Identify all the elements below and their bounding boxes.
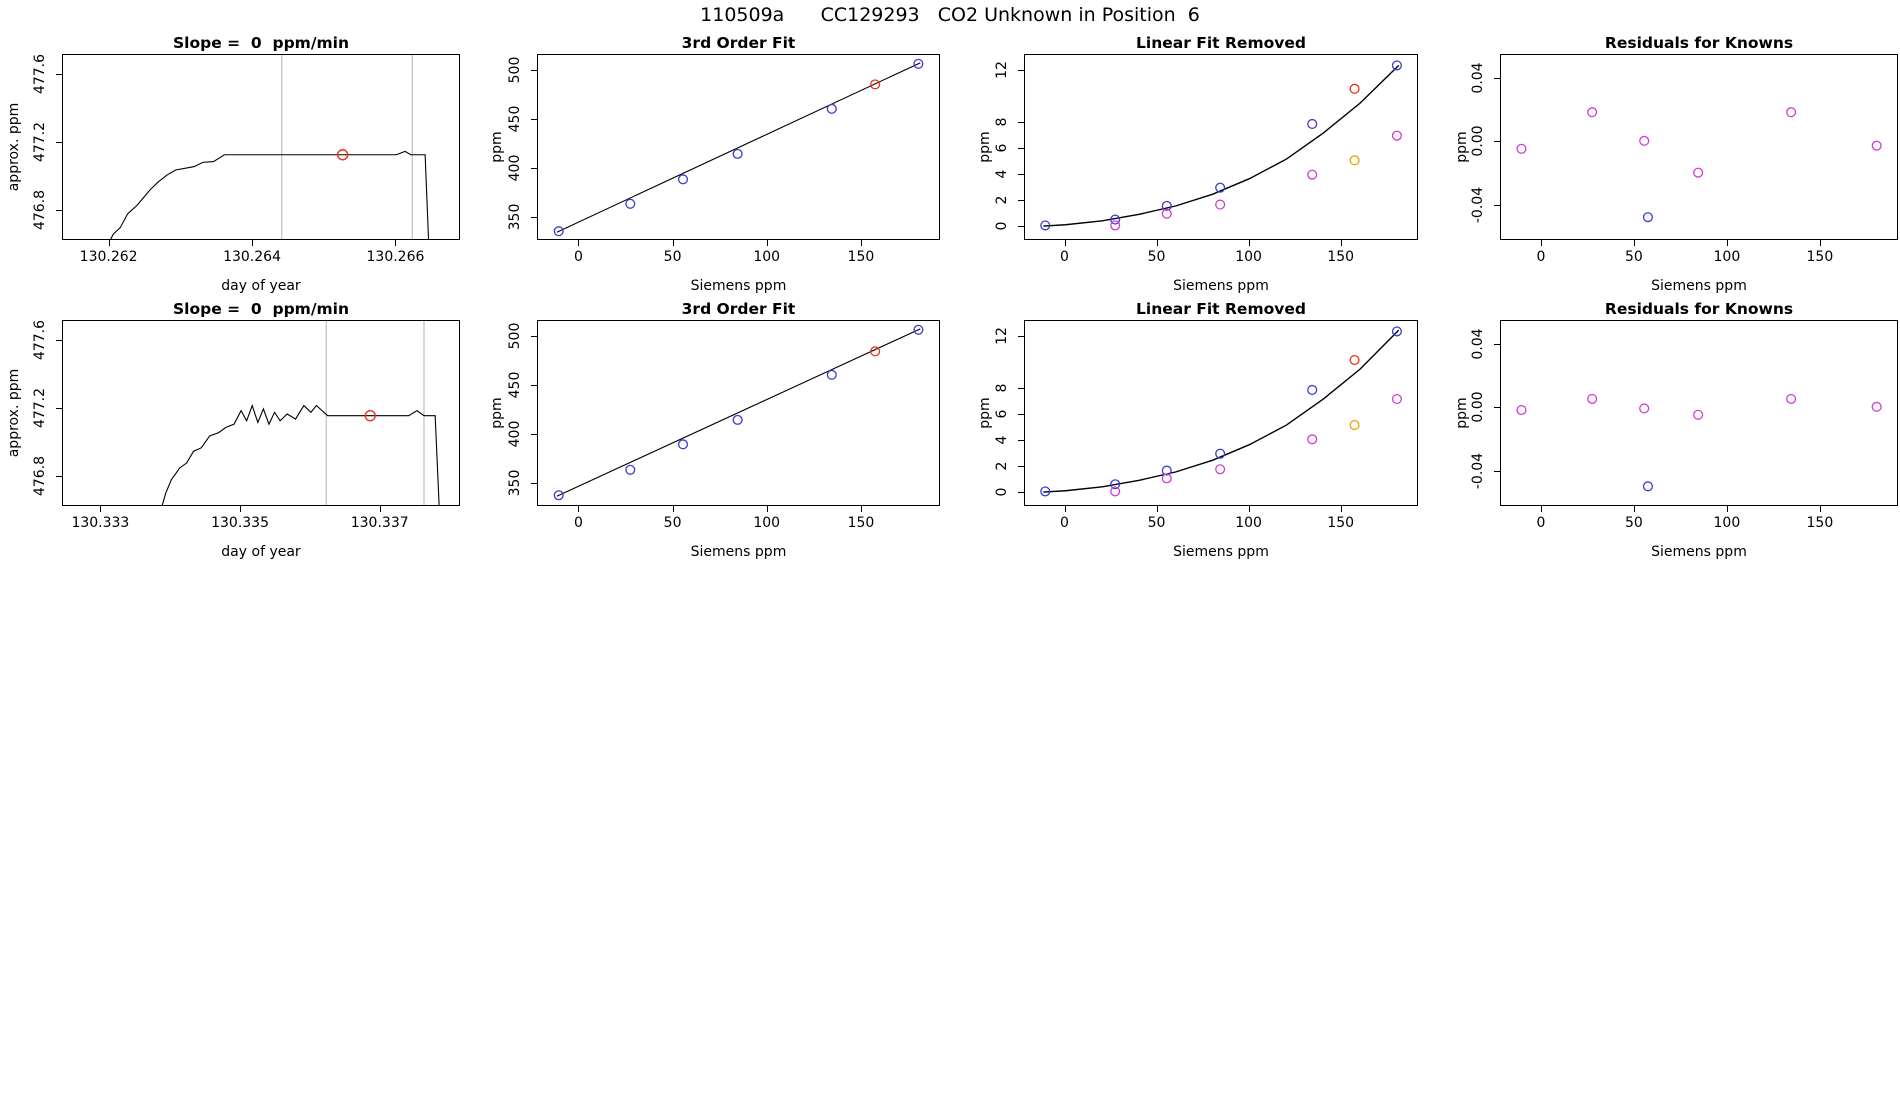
chart-title-row2-linear-removed: Linear Fit Removed xyxy=(1136,300,1306,318)
x-tick-label: 50 xyxy=(663,515,682,531)
y-tick-label: 0.04 xyxy=(1470,328,1486,360)
x-tickmark xyxy=(1541,506,1542,512)
x-tick-label: 50 xyxy=(1624,515,1643,531)
chart-title-row1-linear-removed: Linear Fit Removed xyxy=(1136,34,1306,52)
x-tick-label: 50 xyxy=(1147,249,1166,265)
x-tick-label: 50 xyxy=(663,249,682,265)
x-tick-label: 0 xyxy=(573,515,583,531)
x-tickmark xyxy=(1727,506,1728,512)
y-tick-label: 6 xyxy=(994,143,1010,153)
x-tick-label: 150 xyxy=(1327,515,1355,531)
x-axis-label: Siemens ppm xyxy=(1173,544,1269,560)
y-axis-label: ppm xyxy=(489,131,505,163)
x-axis-label: day of year xyxy=(221,544,301,560)
x-tickmark xyxy=(1820,506,1821,512)
y-tick-label: 0 xyxy=(994,221,1010,231)
y-tick-label: 477.6 xyxy=(32,54,48,95)
x-tick-label: 100 xyxy=(753,515,781,531)
y-tick-label: 12 xyxy=(994,326,1010,345)
x-tick-label: 100 xyxy=(1713,515,1741,531)
x-tick-label: 0 xyxy=(1060,515,1069,531)
x-tick-label: 0 xyxy=(1536,249,1546,265)
y-tick-label: 477.2 xyxy=(32,121,48,162)
x-tick-label: 0 xyxy=(1536,515,1546,531)
x-tick-label: 150 xyxy=(847,515,875,531)
y-axis-label: approx. ppm xyxy=(6,102,22,192)
y-tickmark xyxy=(1494,344,1500,345)
x-tick-label: 130.337 xyxy=(350,515,409,531)
y-tick-label: 450 xyxy=(507,105,523,132)
y-axis-label: ppm xyxy=(489,397,505,429)
chart-title-row2-slope: Slope = 0 ppm/min xyxy=(173,300,349,318)
y-tick-label: 350 xyxy=(507,469,523,496)
x-axis-label: Siemens ppm xyxy=(1651,544,1747,560)
y-tick-label: 4 xyxy=(994,169,1010,179)
y-tick-label: 350 xyxy=(507,203,523,230)
y-tick-label: 500 xyxy=(507,56,523,84)
y-tick-label: 0.00 xyxy=(1470,391,1486,424)
x-tick-label: 150 xyxy=(1327,249,1355,265)
x-axis-label: day of year xyxy=(221,278,301,294)
plot-area-row2-residuals xyxy=(1500,320,1898,506)
y-tickmark xyxy=(1494,407,1500,408)
y-tick-label: 500 xyxy=(507,322,523,350)
x-tick-label: 100 xyxy=(1713,249,1741,265)
y-tick-label: -0.04 xyxy=(1470,452,1486,490)
x-axis-label: Siemens ppm xyxy=(1651,278,1747,294)
x-tickmark xyxy=(1634,506,1635,512)
x-tick-label: 0 xyxy=(1060,249,1069,265)
x-axis-label: Siemens ppm xyxy=(690,278,787,294)
chart-title-row2-third-order: 3rd Order Fit xyxy=(681,300,796,318)
y-tick-label: 2 xyxy=(994,195,1010,205)
y-axis-label: ppm xyxy=(977,397,993,429)
chart-title-row1-residuals: Residuals for Knowns xyxy=(1604,34,1794,52)
x-tick-label: 130.266 xyxy=(366,249,425,265)
x-axis-label: Siemens ppm xyxy=(690,544,787,560)
y-axis-label: approx. ppm xyxy=(6,368,22,458)
y-tick-label: 477.2 xyxy=(32,387,48,428)
x-tick-label: 100 xyxy=(753,249,781,265)
x-tick-label: 130.264 xyxy=(223,249,281,265)
x-tick-label: 130.335 xyxy=(211,515,269,531)
y-tick-label: 8 xyxy=(994,383,1010,393)
y-tickmark xyxy=(1494,471,1500,472)
y-tick-label: 0.04 xyxy=(1470,62,1486,94)
y-tick-label: 12 xyxy=(994,60,1010,79)
x-tick-label: 100 xyxy=(1235,249,1262,265)
y-tick-label: 450 xyxy=(507,371,523,398)
x-tick-label: 130.262 xyxy=(79,249,138,265)
y-tick-label: 476.8 xyxy=(32,455,48,496)
figure-title: 110509a CC129293 CO2 Unknown in Position 6 xyxy=(700,4,1200,26)
x-tick-label: 150 xyxy=(847,249,875,265)
chart-title-row1-third-order: 3rd Order Fit xyxy=(681,34,796,52)
x-tick-label: 130.333 xyxy=(71,515,130,531)
y-axis-label: ppm xyxy=(1454,131,1470,163)
chart-title-row1-slope: Slope = 0 ppm/min xyxy=(173,34,349,52)
x-tick-label: 50 xyxy=(1147,515,1166,531)
y-axis-label: ppm xyxy=(977,131,993,163)
y-tick-label: 6 xyxy=(994,409,1010,419)
y-tick-label: 400 xyxy=(507,420,523,447)
x-tick-label: 50 xyxy=(1624,249,1643,265)
y-tick-label: 0.00 xyxy=(1470,125,1486,158)
x-tick-label: 150 xyxy=(1806,515,1834,531)
x-tick-label: 150 xyxy=(1806,249,1834,265)
y-tick-label: 400 xyxy=(507,154,523,181)
y-tick-label: 4 xyxy=(994,435,1010,445)
x-tick-label: 100 xyxy=(1235,515,1262,531)
x-axis-label: Siemens ppm xyxy=(1173,278,1269,294)
y-axis-label: ppm xyxy=(1454,397,1470,429)
y-tick-label: -0.04 xyxy=(1470,186,1486,224)
y-tick-label: 0 xyxy=(994,487,1010,497)
chart-title-row2-residuals: Residuals for Knowns xyxy=(1604,300,1794,318)
y-tick-label: 477.6 xyxy=(32,320,48,361)
x-tick-label: 0 xyxy=(573,249,583,265)
y-tick-label: 2 xyxy=(994,461,1010,471)
y-tick-label: 8 xyxy=(994,117,1010,127)
y-tick-label: 476.8 xyxy=(32,189,48,230)
